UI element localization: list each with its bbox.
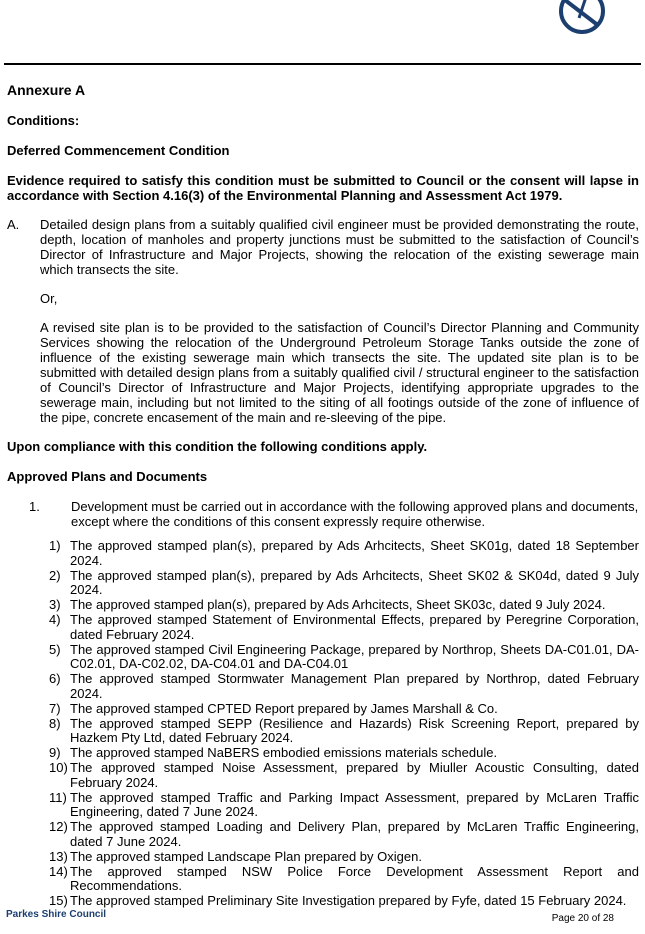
list-item xyxy=(49,717,639,747)
list-item-text: The approved stamped plan(s), prepared by Ads Arhcitects, Sheet SK02 & SK04d, dated 9 July 2024. xyxy=(70,567,639,598)
evidence-statement: Evidence required to satisfy this condition must be submitted to Council or the consent will lapse in accordance with Section 4.16(3) of the Environmental Planning and Assessment Act 1979. xyxy=(7,173,639,203)
list-item-number: 3) xyxy=(49,597,61,613)
list-item xyxy=(49,613,639,643)
list-item-text: The approved stamped Stormwater Management Plan prepared by Northrop, dated February 2024. xyxy=(70,671,639,701)
list-item-number: 1) xyxy=(49,538,61,553)
header-rule xyxy=(4,63,641,65)
list-item-number: 10) xyxy=(49,759,68,775)
list-item-number: 15) xyxy=(49,893,68,909)
list-item-number: 11) xyxy=(49,789,67,805)
list-item-number: 5) xyxy=(49,641,61,657)
approved-heading: Approved Plans and Documents xyxy=(7,469,208,484)
list-item xyxy=(49,702,639,717)
list-item xyxy=(49,672,639,702)
council-globe-logo-icon xyxy=(557,0,607,36)
list-item-number: 14) xyxy=(49,863,68,879)
compliance-statement: Upon compliance with this condition the following conditions apply. xyxy=(7,439,428,454)
list-item-text: The approved stamped Noise Assessment, prepared by Miuller Acoustic Consulting, dated February 2024. xyxy=(70,759,639,790)
list-item-text: The approved stamped Civil Engineering Package, prepared by Northrop, Sheets DA-C01.01, DA-C02.01, DA-C02.02, DA-C04.01 and DA-C04.01 xyxy=(70,641,639,672)
list-item-text: The approved stamped Loading and Delivery Plan, prepared by McLaren Traffic Engineering, dated 7 June 2024. xyxy=(70,819,639,849)
list-item-number: 9) xyxy=(49,745,61,761)
condition-a-text: Detailed design plans from a suitably qualified civil engineer must be provided demonstrating the route, depth, location of manholes and property junctions must be submitted to the satisfaction of Council’s Director of Infrastructure and Major Projects, showing the relocation of the existing sewerage main which transects the site. xyxy=(40,217,639,277)
list-item xyxy=(49,850,639,865)
condition-a-label: A. xyxy=(7,217,20,232)
list-item xyxy=(49,598,639,613)
page-number: Page 20 of 28 xyxy=(551,913,614,924)
list-item-number: 12) xyxy=(49,819,68,835)
condition-1 xyxy=(29,499,639,529)
list-item-number: 4) xyxy=(49,611,61,627)
footer-brand: Parkes Shire Council xyxy=(6,909,107,920)
list-item-number: 13) xyxy=(49,848,68,864)
list-item-number: 6) xyxy=(49,671,61,687)
condition-a xyxy=(7,217,639,277)
approved-plans-list xyxy=(49,539,639,909)
list-item xyxy=(49,820,639,850)
list-item xyxy=(49,791,639,821)
list-item-text: The approved stamped CPTED Report prepared by James Marshall & Co. xyxy=(70,700,498,716)
condition-1-text: Development must be carried out in accordance with the following approved plans and documents, except where the conditions of this consent expressly require otherwise. xyxy=(71,499,639,529)
list-item-number: 8) xyxy=(49,715,61,731)
annexure-title: Annexure A xyxy=(7,82,86,98)
condition-a-or: Or, xyxy=(40,291,58,306)
list-item xyxy=(49,894,639,909)
list-item-number: 7) xyxy=(49,700,61,716)
list-item-text: The approved stamped Preliminary Site Investigation prepared by Fyfe, dated 15 February 2024. xyxy=(70,893,627,909)
list-item-text: The approved stamped NSW Police Force Development Assessment Report and Recommendations. xyxy=(70,863,639,894)
condition-a-alternative: A revised site plan is to be provided to the satisfaction of Council’s Director Planning and Community Services showing the relocation of the Underground Petroleum Storage Tanks outside the zone of influence of the existing sewerage main which transects the site. The updated site plan is to be submitted with detailed design plans from a suitably qualified civil / structural engineer to the satisfaction of Council’s Director of Infrastructure and Major Projects, identifying appropriate upgrades to the sewerage main, including but not limited to the siting of all footings outside of the zone of influence of the pipe, concrete encasement of the main and re-sleeving of the pipe. xyxy=(40,320,639,425)
list-item xyxy=(49,569,639,599)
list-item-number: 2) xyxy=(49,567,61,583)
list-item-text: The approved stamped Statement of Environmental Effects, prepared by Peregrine Corporation, dated February 2024. xyxy=(70,611,639,642)
list-item-text: The approved stamped NaBERS embodied emissions materials schedule. xyxy=(70,745,498,761)
list-item-text: The approved stamped plan(s), prepared by Ads Arhcitects, Sheet SK03c, dated 9 July 2024. xyxy=(70,597,606,613)
list-item xyxy=(49,865,639,895)
condition-1-label: 1. xyxy=(29,499,40,514)
conditions-heading: Conditions: xyxy=(7,113,80,128)
list-item-text: The approved stamped plan(s), prepared by Ads Arhcitects, Sheet SK01g, dated 18 September 2024. xyxy=(70,538,639,568)
list-item-text: The approved stamped Traffic and Parking Impact Assessment, prepared by McLaren Traffic Engineering, dated 7 June 2024. xyxy=(70,789,639,820)
list-item xyxy=(49,746,639,761)
list-item xyxy=(49,643,639,673)
deferred-heading: Deferred Commencement Condition xyxy=(7,143,230,158)
list-item xyxy=(49,539,639,569)
list-item xyxy=(49,761,639,791)
list-item-text: The approved stamped SEPP (Resilience and Hazards) Risk Screening Report, prepared by Hazkem Pty Ltd, dated February 2024. xyxy=(70,715,639,746)
document-body xyxy=(7,82,639,909)
list-item-text: The approved stamped Landscape Plan prepared by Oxigen. xyxy=(70,848,422,864)
